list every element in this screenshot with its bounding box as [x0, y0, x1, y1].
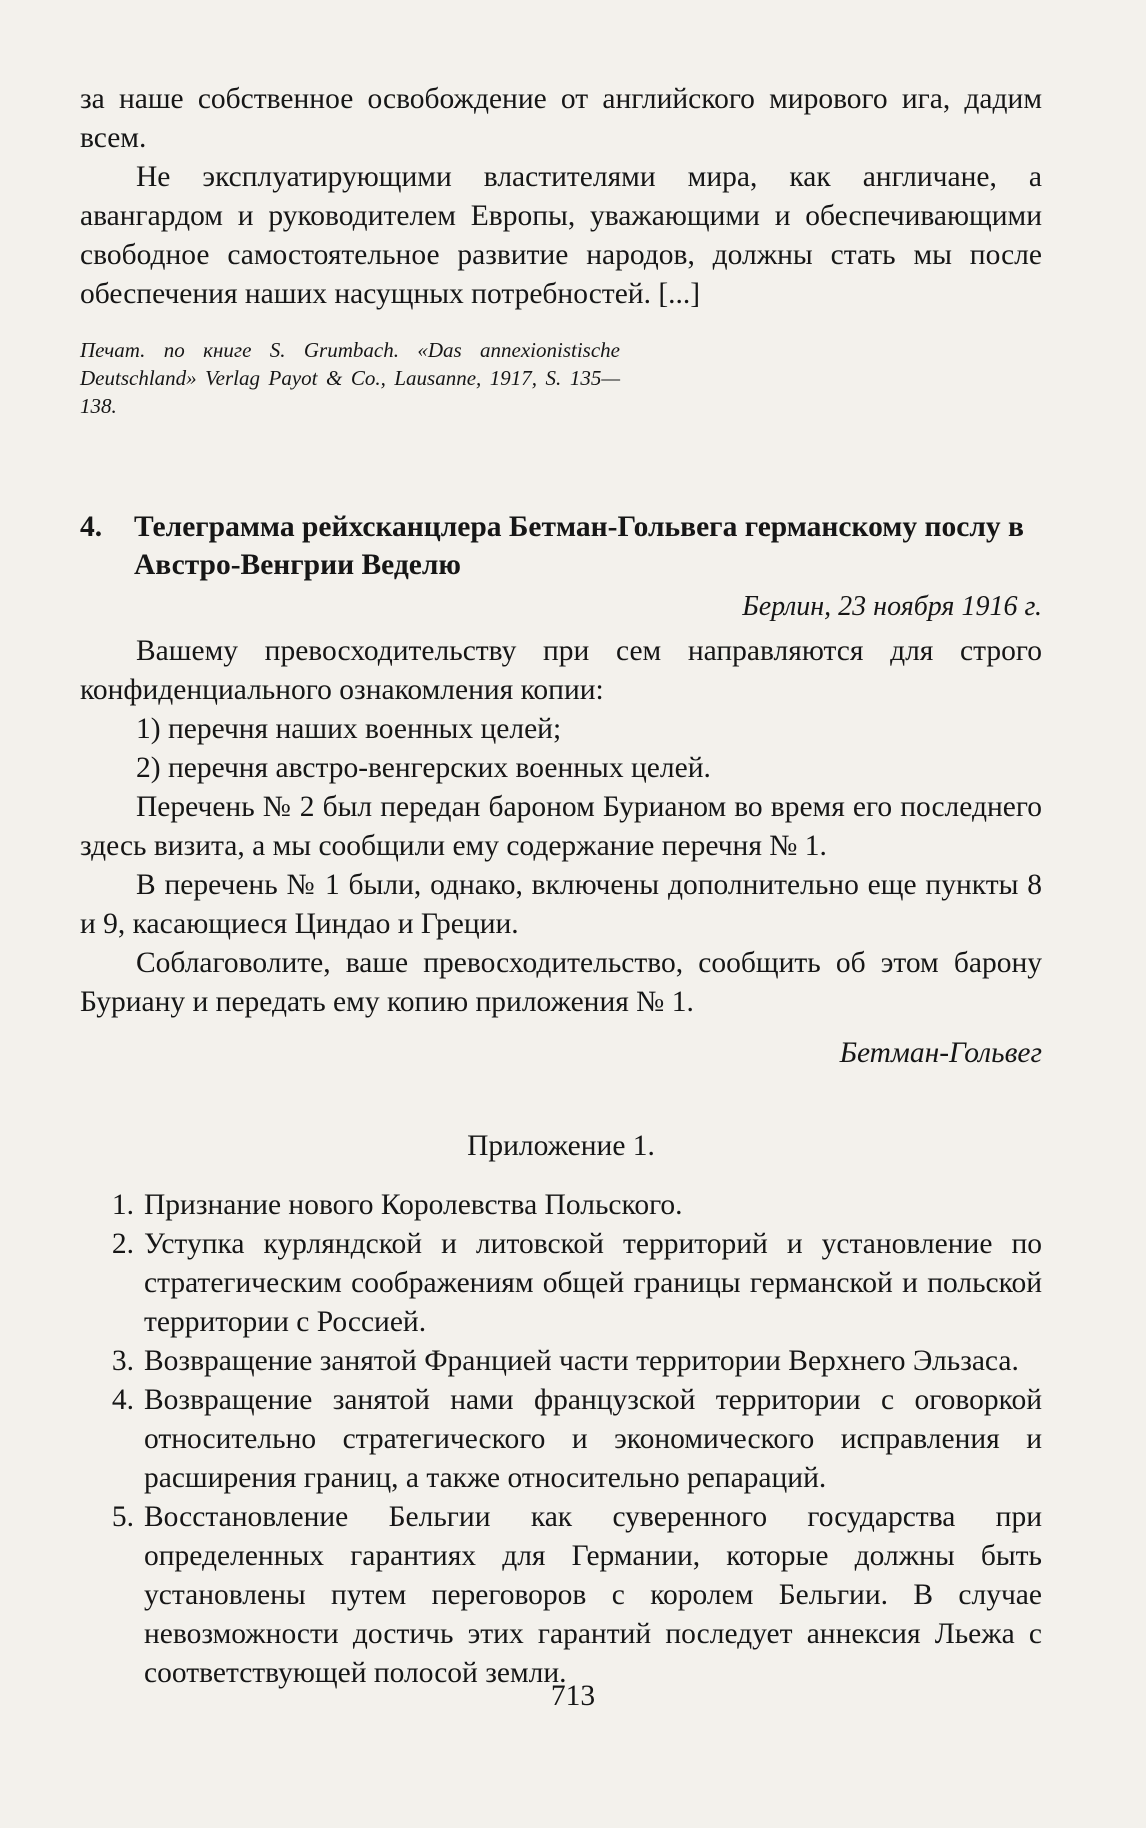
- telegram-paragraph: Соблаговолите, ваше превосходительство, сообщить об этом барону Буриану и передать ему копию приложения № 1.: [80, 947, 1042, 1018]
- list-item: [80, 1186, 1042, 1225]
- list-item: 1) перечня наших военных целей;: [136, 713, 562, 745]
- list-item: [80, 1498, 1042, 1693]
- list-item-number: 4.: [111, 1384, 134, 1416]
- list-item: 2) перечня австро-венгерских военных целей.: [136, 752, 711, 784]
- list-item-text: Возвращение занятой Францией части территории Верхнего Эльзаса.: [144, 1345, 1019, 1377]
- page-number: 713: [550, 1680, 596, 1712]
- list-item: [80, 1342, 1042, 1381]
- telegram-intro: Вашему превосходительству при сем направляются для строго конфиденциального ознакомления копии:: [80, 635, 1042, 706]
- list-item-number: 5.: [111, 1501, 134, 1533]
- list-item: [80, 1225, 1042, 1342]
- signature: Бетман-Гольвег: [839, 1037, 1042, 1069]
- document-number: 4.: [80, 511, 103, 543]
- appendix-list: [80, 1186, 1042, 1693]
- telegram-paragraph: Перечень № 2 был передан бароном Бурианом во время его последнего здесь визита, а мы сообщили ему содержание перечня № 1.: [80, 791, 1042, 862]
- dateline: Берлин, 23 ноября 1916 г.: [742, 591, 1042, 622]
- list-item-text: Признание нового Королевства Польского.: [144, 1189, 683, 1221]
- document-title: Телеграмма рейхсканцлера Бетман-Гольвега германскому послу в Австро-Венгрии Веделю: [134, 511, 1024, 581]
- list-item-number: 3.: [111, 1345, 134, 1377]
- list-item: [80, 1381, 1042, 1498]
- opening-paragraph: Не эксплуатирующими властителями мира, как англичане, а авангардом и руководителем Европы, уважающими и обеспечивающими свободное самостоятельное развитие народов, должны стать мы после обеспечения наших насущных потребностей. [...]: [80, 161, 1042, 310]
- list-item-number: 1.: [111, 1189, 134, 1221]
- appendix-title: Приложение 1.: [467, 1130, 655, 1162]
- list-item-number: 2.: [111, 1228, 134, 1260]
- list-item-text: Уступка курляндской и литовской территорий и установление по стратегическим соображениям общей границы германской и польской территории с Россией.: [144, 1228, 1042, 1338]
- telegram-paragraph: В перечень № 1 были, однако, включены дополнительно еще пункты 8 и 9, касающиеся Циндао и Греции.: [80, 869, 1042, 940]
- source-citation: Печат. по книге S. Grumbach. «Das annexionistische Deutschland» Verlag Payot & Co., Lausanne, 1917, S. 135—138.: [80, 338, 620, 418]
- list-item-text: Восстановление Бельгии как суверенного государства при определенных гарантиях для Германии, которые должны быть установлены путем переговоров с королем Бельгии. В случае невозможности достичь этих гарантий последует аннексия Льежа с соответствующей полосой земли.: [144, 1501, 1042, 1689]
- document-heading: [80, 508, 1042, 584]
- list-item-text: Возвращение занятой нами французской территории с оговоркой относительно стратегического и экономического исправления и расширения границ, а также относительно репараций.: [144, 1384, 1042, 1494]
- opening-paragraph-continuation: за наше собственное освобождение от английского мирового ига, дадим всем.: [80, 83, 1042, 154]
- copies-list: [80, 710, 1042, 788]
